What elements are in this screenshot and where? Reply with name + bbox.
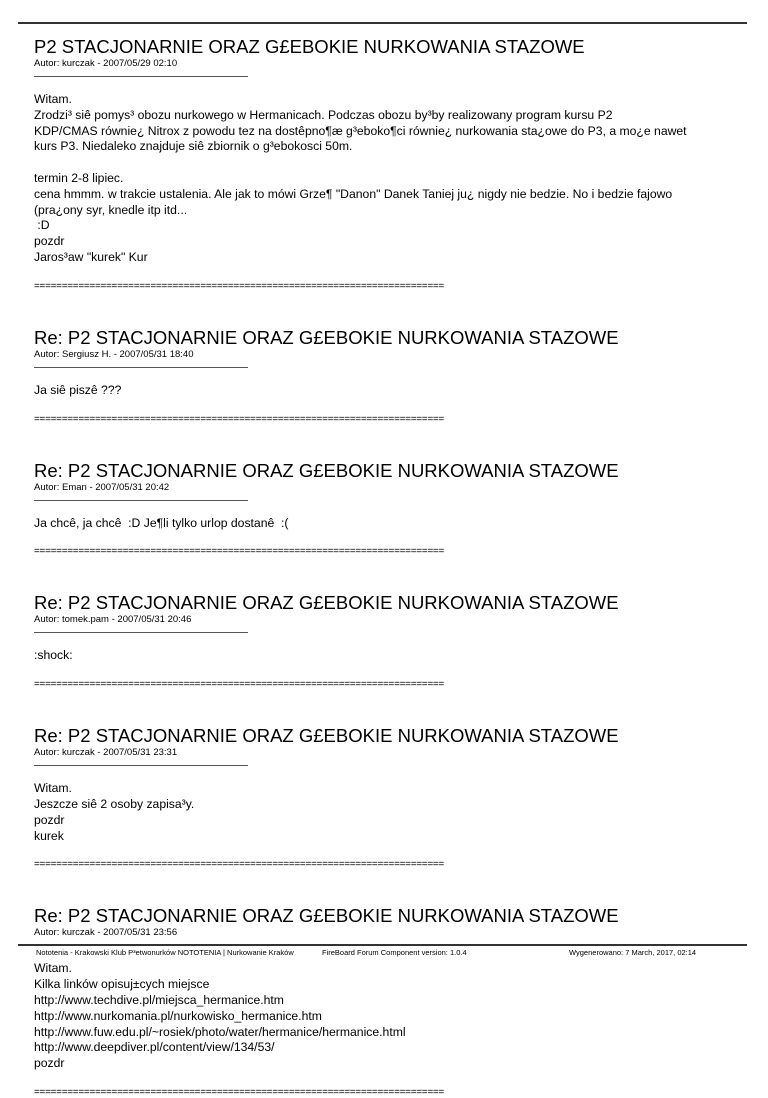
body-line: termin 2-8 lipiec. [34, 170, 124, 185]
body-line: cena hmmm. w trakcie ustalenia. Ale jak to mówi Grze¶ "Danon" Danek Taniej ju¿ nigdy nie bedzie. No i bedzie fajowo [34, 186, 673, 201]
body-line: http://www.nurkomania.pl/nurkowisko_hermanice.htm [34, 1008, 322, 1023]
body-line: pozdr [34, 812, 65, 827]
body-line: http://www.fuw.edu.pl/~rosiek/photo/water/hermanice/hermanice.html [34, 1024, 406, 1039]
post-title: P2 STACJONARNIE ORAZ G£EBOKIE NURKOWANIA STAZOWE [34, 36, 585, 57]
body-line: kurs P3. Niedaleko znajduje siê zbiornik o g³ebokosci 50m. [34, 139, 353, 154]
post-separator: ========================================================================== [34, 859, 444, 871]
forum-post [34, 725, 734, 870]
body-line: KDP/CMAS równie¿ Nitrox z powodu tez na dostêpno¶æ g³eboko¶ci równie¿ nurkowania sta¿owe do P3, a mo¿e nawet [34, 123, 687, 138]
post-author-meta: Autor: kurczak - 2007/05/31 23:31 [34, 747, 178, 759]
post-separator: ========================================================================== [34, 280, 444, 292]
title-underline [34, 632, 248, 633]
post-separator: ========================================================================== [34, 546, 444, 558]
forum-post [34, 36, 734, 292]
forum-post [34, 460, 734, 558]
post-title: Re: P2 STACJONARNIE ORAZ G£EBOKIE NURKOWANIA STAZOWE [34, 592, 619, 614]
footer-site-name: Nototenia - Krakowski Klub P³etwonurków NOTOTENIA | Nurkowanie Kraków [36, 948, 294, 957]
post-separator: ========================================================================== [34, 1086, 444, 1098]
post-title: Re: P2 STACJONARNIE ORAZ G£EBOKIE NURKOWANIA STAZOWE [34, 459, 619, 481]
bottom-rule [18, 944, 747, 946]
post-body [34, 383, 734, 399]
title-underline [34, 367, 248, 368]
post-separator: ========================================================================== [34, 679, 444, 691]
body-line: :D [34, 218, 50, 233]
post-list [34, 36, 734, 1098]
body-line: Witam. [34, 781, 72, 796]
footer-generated-date: Wygenerowano: 7 March, 2017, 02:14 [569, 948, 697, 957]
top-rule [18, 22, 747, 24]
body-line: http://www.deepdiver.pl/content/view/134/53/ [34, 1040, 275, 1055]
body-line: Ja siê piszê ??? [34, 382, 122, 397]
body-line: Witam. [34, 961, 72, 976]
forum-post [34, 905, 734, 1098]
body-line: http://www.techdive.pl/miejsca_hermanice.htm [34, 992, 284, 1007]
body-line: Ja chcê, ja chcê :D Je¶li tylko urlop dostanê :( [34, 515, 289, 530]
title-underline [34, 765, 248, 766]
post-body [34, 781, 734, 844]
post-body [34, 648, 734, 664]
post-author-meta: Autor: tomek.pam - 2007/05/31 20:46 [34, 614, 192, 626]
body-line: (pra¿ony syr, knedle itp itd... [34, 202, 188, 217]
post-title: Re: P2 STACJONARNIE ORAZ G£EBOKIE NURKOWANIA STAZOWE [34, 905, 619, 927]
body-line: :shock: [34, 648, 73, 663]
post-separator: ========================================================================== [34, 413, 444, 425]
forum-post [34, 327, 734, 425]
post-body [34, 92, 734, 266]
post-body [34, 961, 734, 1072]
body-line: Jeszcze siê 2 osoby zapisa³y. [34, 796, 195, 811]
body-line: Zrodzi³ siê pomys³ obozu nurkowego w Hermanicach. Podczas obozu by³by realizowany program kursu P2 [34, 107, 613, 122]
body-line: Kilka linków opisuj±cych miejsce [34, 977, 210, 992]
body-line: kurek [34, 828, 64, 843]
post-author-meta: Autor: Eman - 2007/05/31 20:42 [34, 481, 170, 493]
body-line: pozdr [34, 1056, 65, 1071]
forum-post [34, 592, 734, 690]
post-author-meta: Autor: kurczak - 2007/05/31 23:56 [34, 927, 178, 939]
title-underline [34, 76, 248, 77]
title-underline [34, 500, 248, 501]
post-author-meta: Autor: kurczak - 2007/05/29 02:10 [34, 58, 178, 69]
post-title: Re: P2 STACJONARNIE ORAZ G£EBOKIE NURKOWANIA STAZOWE [34, 326, 619, 348]
post-title: Re: P2 STACJONARNIE ORAZ G£EBOKIE NURKOWANIA STAZOWE [34, 725, 619, 747]
body-line: Witam. [34, 92, 72, 106]
post-author-meta: Autor: Sergiusz H. - 2007/05/31 18:40 [34, 348, 194, 360]
body-line: pozdr [34, 234, 65, 249]
post-body [34, 516, 734, 532]
footer-component-version: FireBoard Forum Component version: 1.0.4 [322, 948, 467, 957]
body-line: Jaros³aw "kurek" Kur [34, 249, 148, 264]
blank-line [34, 155, 734, 171]
